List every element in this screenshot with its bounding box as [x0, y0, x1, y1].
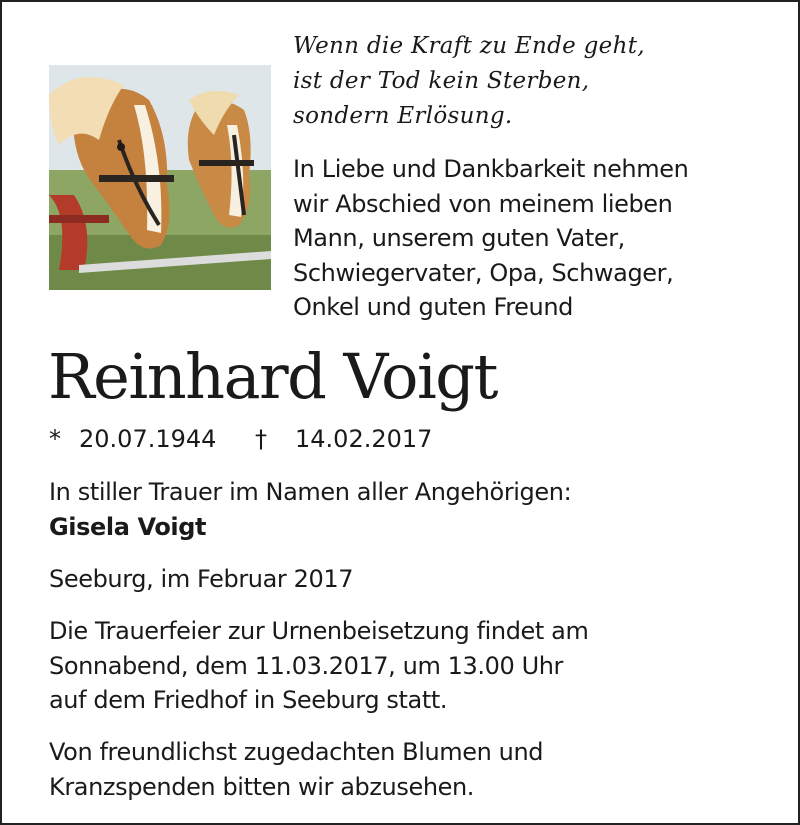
- ceremony-line: Die Trauerfeier zur Urnenbeisetzung findet am: [49, 617, 589, 645]
- mourners-line: In stiller Trauer im Namen aller Angehörigen:: [49, 478, 572, 506]
- quote-line: sondern Erlösung.: [293, 103, 513, 129]
- horses-photo: [49, 65, 271, 290]
- intro-line: Mann, unserem guten Vater,: [293, 224, 625, 252]
- closing-line: Kranzspenden bitten wir abzusehen.: [49, 772, 475, 801]
- quote-line: ist der Tod kein Sterben,: [293, 68, 590, 94]
- death-date: 14.02.2017: [295, 425, 433, 453]
- death-cross-icon: †: [255, 425, 267, 453]
- mourners: [49, 475, 571, 544]
- birth-date: 20.07.1944: [79, 425, 217, 453]
- place-date-text: Seeburg, im Februar 2017: [49, 565, 354, 593]
- intro-line: In Liebe und Dankbarkeit nehmen: [293, 155, 689, 183]
- place-date: [49, 562, 353, 597]
- closing-note: [49, 735, 543, 804]
- quote-line: Wenn die Kraft zu Ende geht,: [293, 33, 645, 59]
- ceremony-info: [49, 614, 588, 718]
- ceremony-line: auf dem Friedhof in Seeburg statt.: [49, 686, 448, 714]
- deceased-name: Reinhard Voigt: [48, 340, 497, 413]
- mourner-name: Gisela Voigt: [49, 512, 207, 541]
- closing-line: Von freundlichst zugedachten Blumen und: [49, 738, 544, 766]
- ceremony-line: Sonnabend, dem 11.03.2017, um 13.00 Uhr: [49, 651, 564, 680]
- intro-line: Schwiegervater, Opa, Schwager,: [293, 258, 674, 287]
- intro-line: wir Abschied von meinem lieben: [293, 189, 673, 218]
- intro-line: Onkel und guten Freund: [293, 293, 573, 321]
- quote: [293, 29, 645, 134]
- birth-star-icon: *: [49, 425, 61, 453]
- intro-text: [293, 152, 688, 325]
- life-dates: [49, 423, 432, 455]
